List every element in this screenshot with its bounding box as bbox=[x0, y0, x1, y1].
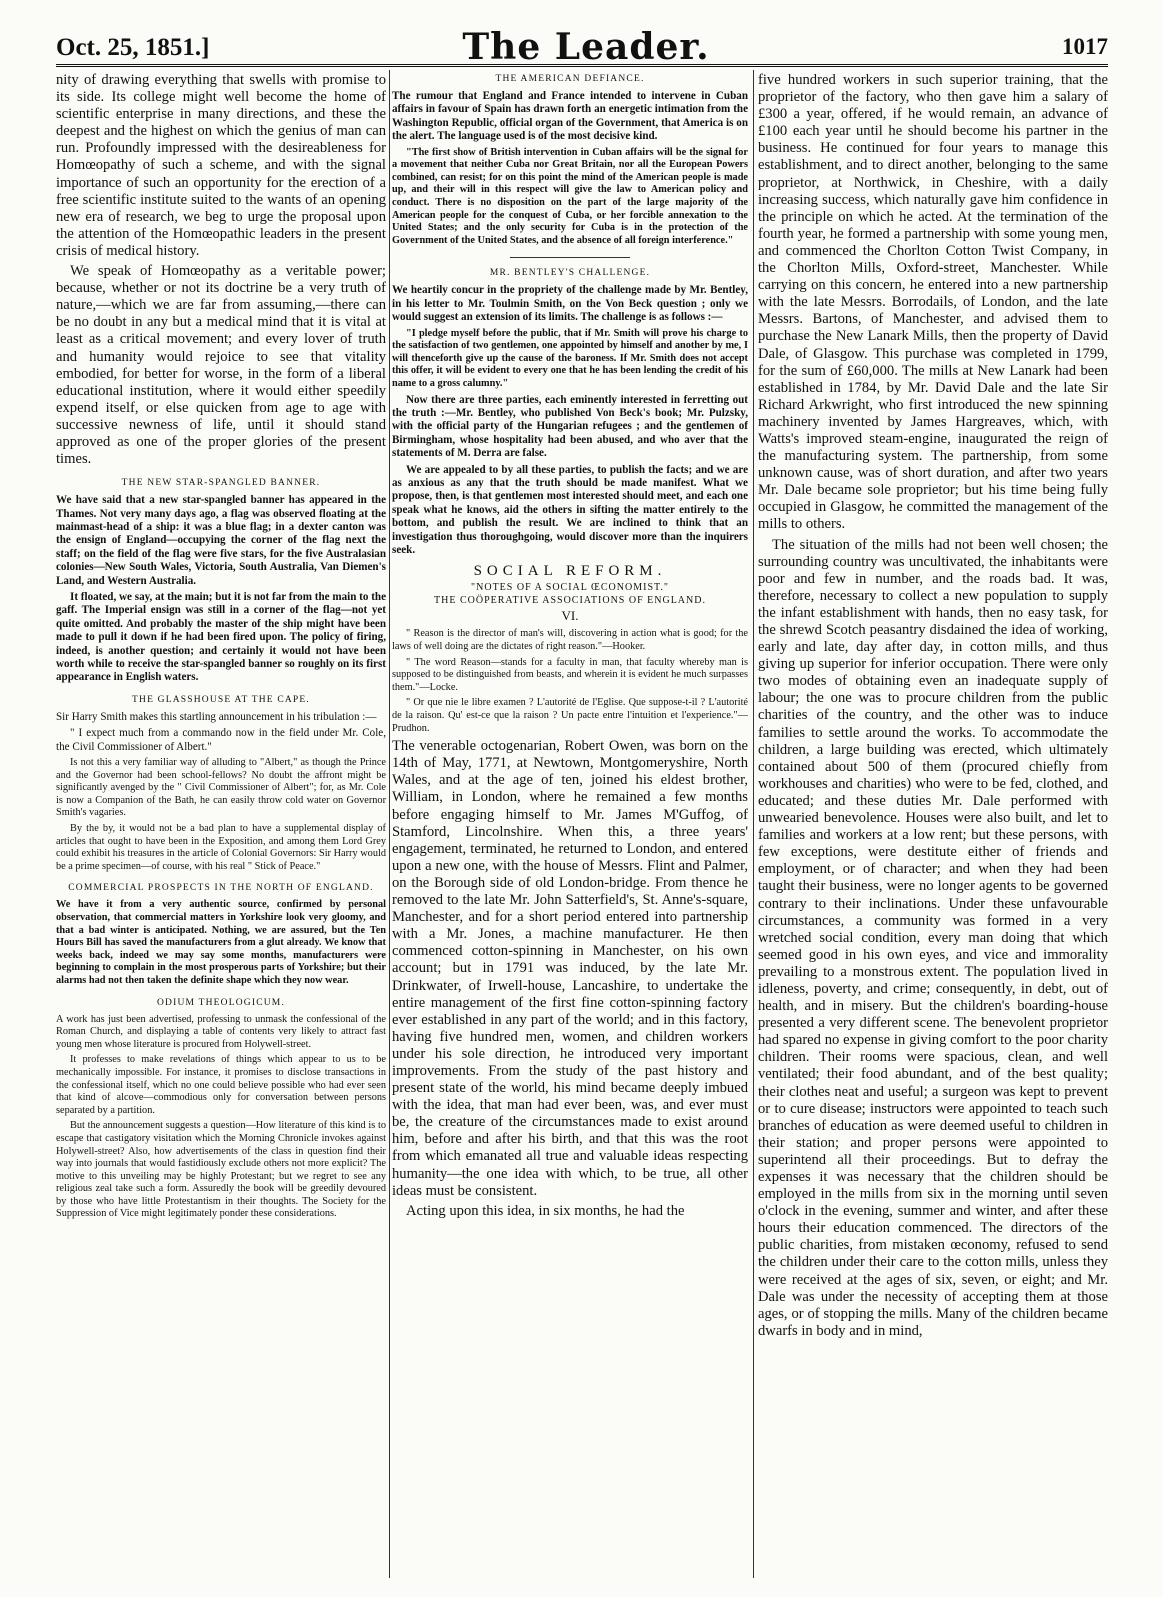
paragraph: By the by, it would not be a bad plan to have a supplemental display of articles that ought to have been in the Exposition, and among them Lord Grey could exhibit his treasures in the article of Colonial Governors: Sir Harry would be a prime specimen—of course, with his real " Stick of Peace." bbox=[56, 823, 386, 872]
paragraph: The situation of the mills had not been well chosen; the surrounding country was uncultivated, the inhabitants were poor and few in number, and the roads bad. It was, therefore, necessary to collect a new population to supply the infant establishment with hands, then no easy task, for the shrewd Scotch peasantry disdained the idea of working, early and late, day after day, in cotton mills, and thus giving up superior for inferior occupation. There were only two modes of obtaining even an inadequate supply of labour; the one was to procure children from the public charities of the country, and the other was to induce families to settle around the works. To accommodate the children, a large building was erected, which ultimately contained about 500 of them (procured chiefly from workhouses and charities) who were to be fed, clothed, and educated; and these duties Mr. Dale performed with unwearied benevolence. Houses were also built, and let to families and workers at a low rent; but these persons, with few exceptions, were destitute either of friends and employment, or of character; and when they had been taught their business, were no longer agents to be governed contrary to their inclinations. Under these unfavourable circumstances, a community was formed in a very wretched social condition, every man doing that which seemed good in his own eyes, and vice and immorality prevailing to a monstrous extent. The population lived in idleness, poverty, and crime; consequently, in debt, out of health, and in misery. But the children's boarding-house presented a very different scene. The benevolent proprietor had spared no expense in giving comfort to the poor charity children. Their rooms were spacious, clean, and well ventilated; their food abundant, and of the best quality; their clothes neat and useful; a surgeon was kept to prevent or to cure disease; instructors were appointed to teach such branches of education as were deemed useful to children in their station; and proper persons were appointed to superintend all their proceedings. But to defray the expenses it was necessary that the children should be employed in the mills from six in the morning until seven o'clock in the evening, summer and winter, and after these hours their education commenced. The directors of the public charities, from mistaken œconomy, refused to send the children under their care to the cotton mills, unless they were received at the ages of six, seven, or eight; and Mr. Dale was under the necessity of accepting them at those ages, or of stopping the mills. Many of the children became dwarfs in body and in mind, bbox=[758, 536, 1108, 1339]
paragraph: The venerable octogenarian, Robert Owen, was born on the 14th of May, 1771, at Newtown, Montgomeryshire, North Wales, and at the age of ten, joined his eldest brother, William, in London, where he remained a few months before engaging himself to Mr. James M'Guffog, of Stamford, Lincolnshire. When this, a three years' engagement, terminated, he returned to London, and entered upon a new one, with the house of Messrs. Flint and Palmer, on the Borough side of old London-bridge. From thence he removed to the late Mr. John Satterfield's, St. Anne's-square, Manchester, and for a short period entered into partnership with a Mr. Jones, a machine manufacturer. He then commenced cotton-spinning in Manchester, on his own account; but in 1791 was induced, by the late Mr. Drinkwater, of Irwell-house, Lancashire, to undertake the entire management of the first fine cotton-spinning factory ever established in any part of the world; and in this factory, having five hundred men, women, and children workers under his sole direction, he introduced very important improvements. From the study of the past history and present state of the world, his mind became deeply imbued with the idea, that man had ever been, was, and ever must be, the creature of the circumstances made to exist around him, before and after his birth, and that this was the root from which emanated all true and valuable ideas respecting humanity—the one idea with which, to be true, all other ideas must be consistent. bbox=[392, 738, 748, 1199]
page-number: 1017 bbox=[1062, 34, 1108, 59]
paragraph: We heartily concur in the propriety of the challenge made by Mr. Bentley, in his letter to Mr. Toulmin Smith, on the Von Beck question ; only we would suggest an extension of its limits. The challenge is as follows :— bbox=[392, 284, 748, 324]
paragraph: We speak of Homœopathy as a veritable power; because, whether or not its doctrine be a very truth of nature,—which we are far from assuming,—there can be no doubt in any but a medical mind that it is vital at least as a critical movement; and every lover of truth and humanity would rejoice to see that vitality embodied, for better for worse, in the form of a liberal educational institution, where it would either speedily expend itself, or else quicken from age to age with successive newness of life, until it should stand approved as one of the proper glories of the present times. bbox=[56, 263, 386, 468]
newspaper-title: The Leader. bbox=[462, 26, 710, 68]
paragraph: nity of drawing everything that swells with promise to its side. Its college might well become the home of scientific enterprise in many directions, and these the deepest and the highest on which the genius of man can run. Profoundly impressed with the desireableness for Homœopathy of such a scheme, and with the signal importance of such an opportunity for the erection of a free scientific institute suited to the wants of an opening new era of research, we beg to urge the proposal upon the attention of the Homœopathic leaders in the present crisis of medical history. bbox=[56, 72, 386, 259]
paragraph: It floated, we say, at the main; but it is not far from the main to the gaff. The Imperial ensign was still in a corner of the flag—not yet quite omitted. And probably the master of the ship might have been made to pull it down if he had been fired upon. The policy of firing, indeed, is another question; and certainly it would not have been worth while to receive the star-spangled banner so roughly on its first appearance in English waters. bbox=[56, 591, 386, 684]
column-divider bbox=[389, 70, 390, 1578]
epigraph: " Or que nie le libre examen ? L'autorité de l'Eglise. Que suppose-t-il ? L'autorité de la raison. Qu' est-ce que la raison ? Un pacte entre l'intuition et l'experience."—Prudhon. bbox=[392, 697, 748, 734]
section-heading: COMMERCIAL PROSPECTS IN THE NORTH OF ENGLAND. bbox=[68, 883, 374, 894]
paragraph: But the announcement suggests a question—How literature of this kind is to escape that castigatory visitation which the Morning Chronicle invokes against Holywell-street? Also, how advertisements of the class in question find their way into journals that would fastidiously exclude others not more explicit? The motive to this unveiling may be highly Protestant; but we regret to see any religious zeal take such a form. Assuredly the book will be greedily devoured by those who have little Protestantism in their thoughts. The Society for the Suppression of Vice might legitimately ponder these considerations. bbox=[56, 1120, 386, 1220]
quotation: "The first show of British intervention in Cuban affairs will be the signal for a movement that neither Cuba nor Great Britain, nor all the European Powers combined, can resist; for on this point the mind of the American people is made up, and their will in this respect will give the law to American policy and conduct. There is no disposition on the part of the large majority of the American people for the conquest of Cuba, or her forcible annexation to the United States; and the only security for Cuba is in the protection of the Government of the United States, and the absence of all foreign interference." bbox=[392, 146, 748, 246]
section-heading: THE GLASSHOUSE AT THE CAPE. bbox=[132, 694, 310, 705]
paragraph: Now there are three parties, each eminently interested in ferretting out the truth :—Mr. Bentley, who published Von Beck's book; Mr. Pulzsky, with the official party of the Hungarian refugees ; and the gentlemen of Birmingham, whose hospitality had been abused, and who aver that the statements of M. Derra are false. bbox=[392, 393, 748, 460]
section-heading: THE NEW STAR-SPANGLED BANNER. bbox=[121, 478, 321, 489]
paragraph: five hundred workers in such superior training, that the proprietor of the factory, who then gave him a salary of £300 a year, offered, if he would remain, an advance of £100 each year until he should become his partner in the business. He continued for four years to manage this establishment, and to direct another, belonging to the same proprietor, at Northwick, in Cheshire, with a daily increasing success, which naturally gave him confidence in the principle on which he acted. At the termination of the fourth year, he formed a partnership with some young men, and commenced the Chorlton Cotton Twist Company, in the Chorlton Mills, Oxford-street, Manchester. While carrying on this concern, he entered into a new partnership with the late Messrs. Borrodails, of London, and the late Messrs. Bartons, of Manchester, and advised them to purchase the New Lanark Mills, then the property of David Dale, of Glasgow. This purchase was completed in 1799, for the sum of £60,000. The mills at New Lanark had been established in 1784, by Mr. David Dale and the late Sir Richard Arkwright, who first introduced the new spinning machinery invented by James Hargreaves, which, with Watts's improved steam-engine, inaugurated the reign of the manufacturing system. The partnership, from some unknown cause, was of short duration, and after two years Mr. Dale became sole proprietor; but his time being fully occupied in Glasgow, he committed the management of the mills to others. bbox=[758, 72, 1108, 533]
paragraph: We have said that a new star-spangled banner has appeared in the Thames. Not very many days ago, a flag was observed floating at the mainmast-head of a ship: it was a blue flag; in a dexter canton was the ensign of England—occupying the corner of the flag next the staff; on the field of the flag were five stars, for the five Australasian colonies—New South Wales, Victoria, South Australia, Van Diemen's Land, and Western Australia. bbox=[56, 494, 386, 587]
article-number: VI. bbox=[561, 608, 579, 624]
masthead bbox=[56, 26, 1108, 68]
issue-date: Oct. 25, 1851.] bbox=[56, 34, 210, 61]
separator bbox=[510, 257, 630, 258]
column-1 bbox=[56, 72, 386, 1572]
section-heading: THE AMERICAN DEFIANCE. bbox=[495, 74, 645, 84]
quotation: " I expect much from a commando now in the field under Mr. Cole, the Civil Commissioner of Albert." bbox=[56, 727, 386, 753]
section-subtitle: "NOTES OF A SOCIAL ŒCONOMIST." bbox=[471, 582, 669, 594]
paragraph: Is not this a very familiar way of alluding to "Albert," as though the Prince and the Governor had been school-fellows? No doubt the affront might be significantly avenged by the " Civil Commissioner of Albert"; for, as Mr. Cole is now a Companion of the Bath, he can easily throw cold water on Governor Smith's vagaries. bbox=[56, 757, 386, 819]
section-heading: ODIUM THEOLOGICUM. bbox=[156, 997, 286, 1008]
paragraph: Acting upon this idea, in six months, he had the bbox=[406, 1202, 685, 1219]
epigraph: " The word Reason—stands for a faculty in man, that faculty whereby man is supposed to be distinguished from beasts, and wherein it is evident he much surpasses them."—Locke. bbox=[392, 656, 748, 693]
quotation: "I pledge myself before the public, that if Mr. Smith will prove his charge to the satisfaction of two gentlemen, one appointed by himself and another by me, I will thenceforth give up the cause of the baroness. If Mr. Smith does not accept this offer, it will be evident to every one that he has been lending the credit of his name to a gross calumny." bbox=[392, 327, 748, 389]
section-title: SOCIAL REFORM. bbox=[473, 563, 667, 580]
article-title: THE COÖPERATIVE ASSOCIATIONS OF ENGLAND. bbox=[434, 595, 706, 607]
epigraph: " Reason is the director of man's will, discovering in action what is good; for the laws of well doing are the dictates of right reason."—Hooker. bbox=[392, 628, 748, 653]
paragraph: It professes to make revelations of things which appear to us to be mechanically impossible. For instance, it promises to disclose transactions in the confessional itself, which no one could believe possible who had ever seen that kind of alcove—commodious only for conversation between persons separated by a partition. bbox=[56, 1054, 386, 1116]
section-heading: MR. BENTLEY'S CHALLENGE. bbox=[489, 268, 651, 279]
paragraph: We have it from a very authentic source, confirmed by personal observation, that commercial matters in Yorkshire look very gloomy, and that a bad winter is anticipated. Nothing, we are assured, but the Ten Hours Bill has saved the manufacturers from a glut already. We know that weeks back, indeed we may say some months, manufacturers were beginning to complain in the most prosperous parts of Yorkshire; but their alarms had not then taken the definite shape which they now wear. bbox=[56, 899, 386, 986]
paragraph: Sir Harry Smith makes this startling announcement in his tribulation :— bbox=[56, 710, 377, 723]
paragraph: We are appealed to by all these parties, to publish the facts; and we are as anxious as any that the truth should be made manifest. What we propose, then, is that gentlemen most interested should meet, and each one speak what he knows, aid the others in sifting the matter entirely to the bottom, and publish the result. We are inclined to think that an investigation thus thoroughgoing, would discover more than the inquirers seek. bbox=[392, 463, 748, 557]
top-rule bbox=[56, 64, 1108, 67]
paragraph: The rumour that England and France intended to intervene in Cuban affairs in favour of Spain has drawn forth an energetic intimation from the Washington Republic, official organ of the Government, that America is on the alert. The language used is of the most decisive kind. bbox=[392, 90, 748, 143]
column-divider bbox=[753, 70, 754, 1578]
column-3 bbox=[758, 72, 1108, 1582]
column-2 bbox=[392, 72, 748, 1582]
paragraph: A work has just been advertised, professing to unmask the confessional of the Roman Church, and displaying a table of contents very likely to attract fast young men whose literature is procured from Holywell-street. bbox=[56, 1013, 386, 1050]
